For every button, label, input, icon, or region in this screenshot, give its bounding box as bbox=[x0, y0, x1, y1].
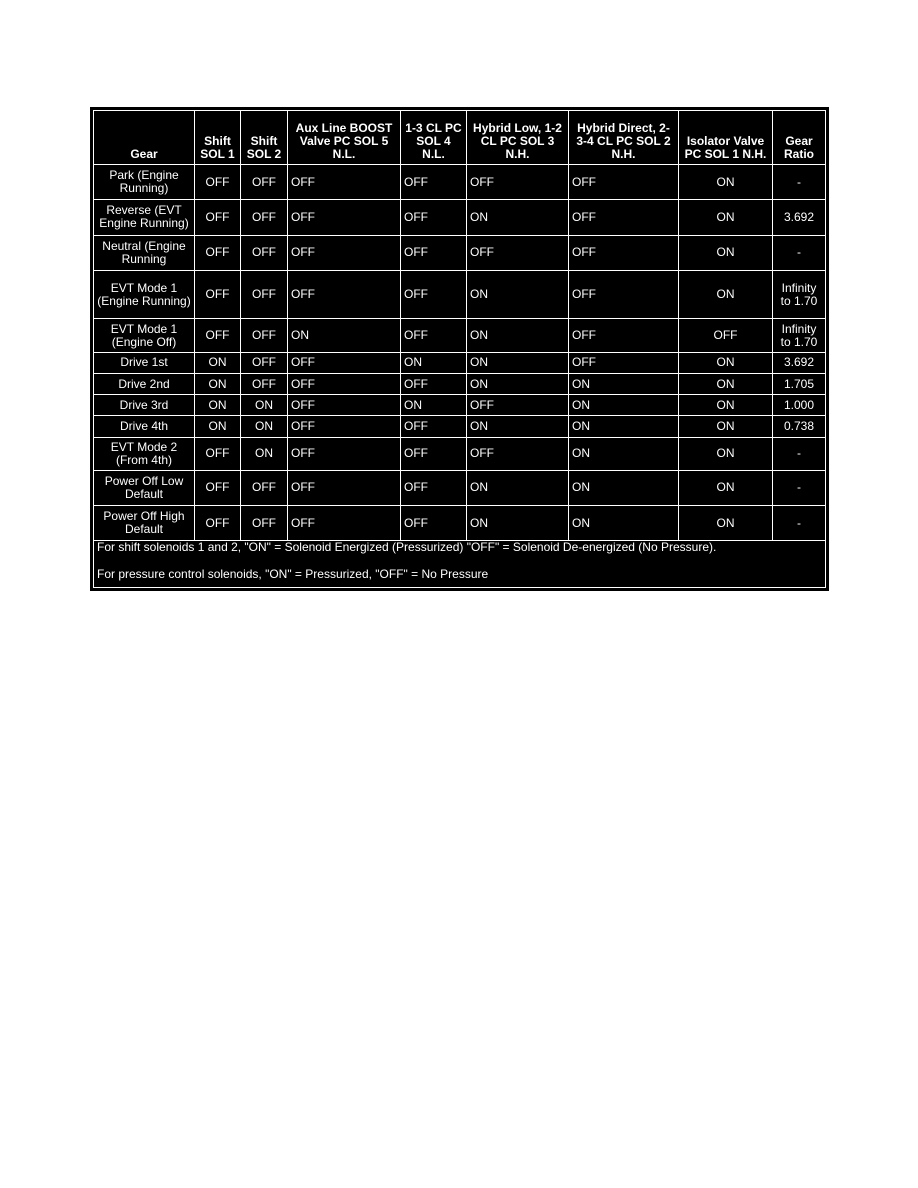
hybrid-direct-cell: ON bbox=[569, 437, 679, 470]
aux-line-cell: OFF bbox=[288, 352, 401, 373]
isolator-cell: ON bbox=[679, 270, 773, 318]
gear-cell: Drive 3rd bbox=[94, 395, 195, 416]
table-row bbox=[94, 235, 826, 270]
hybrid-low-cell: ON bbox=[467, 319, 569, 352]
isolator-cell: ON bbox=[679, 352, 773, 373]
hybrid-direct-cell: OFF bbox=[569, 200, 679, 235]
isolator-cell: ON bbox=[679, 506, 773, 541]
shift-sol-1-cell: OFF bbox=[195, 470, 241, 505]
hybrid-direct-cell: OFF bbox=[569, 319, 679, 352]
shift-sol-1-cell: ON bbox=[195, 352, 241, 373]
hybrid-low-cell: OFF bbox=[467, 437, 569, 470]
aux-line-cell: OFF bbox=[288, 200, 401, 235]
shift-sol-1-cell: OFF bbox=[195, 319, 241, 352]
gear-cell: Power Off Low Default bbox=[94, 470, 195, 505]
table-row bbox=[94, 352, 826, 373]
hybrid-direct-cell: OFF bbox=[569, 270, 679, 318]
gear-cell: Drive 2nd bbox=[94, 373, 195, 394]
gear-cell: Park (Engine Running) bbox=[94, 165, 195, 200]
table-row bbox=[94, 270, 826, 318]
isolator-cell: ON bbox=[679, 200, 773, 235]
ratio-cell: - bbox=[773, 470, 826, 505]
cl-13-cell: OFF bbox=[401, 200, 467, 235]
cl-13-cell: OFF bbox=[401, 373, 467, 394]
cl-13-cell: OFF bbox=[401, 270, 467, 318]
table-row bbox=[94, 319, 826, 352]
shift-sol-2-cell: OFF bbox=[241, 200, 288, 235]
hybrid-direct-cell: OFF bbox=[569, 165, 679, 200]
isolator-cell: OFF bbox=[679, 319, 773, 352]
aux-line-cell: OFF bbox=[288, 470, 401, 505]
ratio-cell: Infinity to 1.70 bbox=[773, 319, 826, 352]
header-gear: Gear bbox=[94, 111, 195, 165]
isolator-cell: ON bbox=[679, 470, 773, 505]
cl-13-cell: ON bbox=[401, 352, 467, 373]
ratio-cell: - bbox=[773, 506, 826, 541]
header-shift-sol-1: Shift SOL 1 bbox=[195, 111, 241, 165]
cl-13-cell: OFF bbox=[401, 165, 467, 200]
shift-sol-1-cell: ON bbox=[195, 416, 241, 437]
isolator-cell: ON bbox=[679, 235, 773, 270]
ratio-cell: Infinity to 1.70 bbox=[773, 270, 826, 318]
shift-sol-2-cell: OFF bbox=[241, 235, 288, 270]
hybrid-low-cell: ON bbox=[467, 416, 569, 437]
table-row bbox=[94, 416, 826, 437]
header-isolator-valve: Isolator Valve PC SOL 1 N.H. bbox=[679, 111, 773, 165]
shift-sol-1-cell: OFF bbox=[195, 165, 241, 200]
hybrid-low-cell: ON bbox=[467, 270, 569, 318]
solenoid-state-table bbox=[93, 110, 826, 588]
ratio-cell: - bbox=[773, 235, 826, 270]
ratio-cell: - bbox=[773, 437, 826, 470]
ratio-cell: 1.705 bbox=[773, 373, 826, 394]
ratio-cell: 0.738 bbox=[773, 416, 826, 437]
shift-sol-2-cell: ON bbox=[241, 416, 288, 437]
cl-13-cell: ON bbox=[401, 395, 467, 416]
table-row bbox=[94, 506, 826, 541]
table-row bbox=[94, 395, 826, 416]
shift-sol-2-cell: OFF bbox=[241, 470, 288, 505]
aux-line-cell: OFF bbox=[288, 165, 401, 200]
shift-sol-2-cell: OFF bbox=[241, 270, 288, 318]
ratio-cell: 1.000 bbox=[773, 395, 826, 416]
hybrid-low-cell: ON bbox=[467, 470, 569, 505]
hybrid-low-cell: ON bbox=[467, 506, 569, 541]
hybrid-low-cell: OFF bbox=[467, 235, 569, 270]
isolator-cell: ON bbox=[679, 373, 773, 394]
aux-line-cell: OFF bbox=[288, 235, 401, 270]
gear-cell: Reverse (EVT Engine Running) bbox=[94, 200, 195, 235]
cl-13-cell: OFF bbox=[401, 437, 467, 470]
ratio-cell: 3.692 bbox=[773, 200, 826, 235]
table-row bbox=[94, 470, 826, 505]
hybrid-low-cell: ON bbox=[467, 352, 569, 373]
table-row bbox=[94, 200, 826, 235]
gear-cell: Neutral (Engine Running bbox=[94, 235, 195, 270]
gear-cell: Drive 1st bbox=[94, 352, 195, 373]
aux-line-cell: OFF bbox=[288, 373, 401, 394]
aux-line-cell: OFF bbox=[288, 506, 401, 541]
hybrid-low-cell: ON bbox=[467, 200, 569, 235]
cl-13-cell: OFF bbox=[401, 416, 467, 437]
hybrid-direct-cell: ON bbox=[569, 395, 679, 416]
shift-sol-1-cell: OFF bbox=[195, 235, 241, 270]
hybrid-low-cell: OFF bbox=[467, 165, 569, 200]
hybrid-direct-cell: ON bbox=[569, 416, 679, 437]
gear-cell: EVT Mode 1 (Engine Running) bbox=[94, 270, 195, 318]
gear-cell: Drive 4th bbox=[94, 416, 195, 437]
hybrid-direct-cell: ON bbox=[569, 470, 679, 505]
hybrid-direct-cell: ON bbox=[569, 373, 679, 394]
hybrid-low-cell: ON bbox=[467, 373, 569, 394]
shift-sol-2-cell: OFF bbox=[241, 506, 288, 541]
shift-sol-1-cell: OFF bbox=[195, 270, 241, 318]
hybrid-direct-cell: ON bbox=[569, 506, 679, 541]
aux-line-cell: OFF bbox=[288, 437, 401, 470]
header-row bbox=[94, 111, 826, 165]
header-shift-sol-2: Shift SOL 2 bbox=[241, 111, 288, 165]
note-shift-solenoids: For shift solenoids 1 and 2, "ON" = Solenoid Energized (Pressurized) "OFF" = Solenoid De-energized (No Pressure). bbox=[97, 540, 717, 555]
note-spacer bbox=[97, 554, 822, 568]
cl-13-cell: OFF bbox=[401, 470, 467, 505]
shift-sol-1-cell: ON bbox=[195, 395, 241, 416]
notes-cell bbox=[94, 541, 826, 588]
cl-13-cell: OFF bbox=[401, 319, 467, 352]
shift-sol-1-cell: OFF bbox=[195, 437, 241, 470]
isolator-cell: ON bbox=[679, 416, 773, 437]
table-row bbox=[94, 437, 826, 470]
shift-sol-1-cell: ON bbox=[195, 373, 241, 394]
aux-line-cell: ON bbox=[288, 319, 401, 352]
header-1-3-cl-pc: 1-3 CL PC SOL 4 N.L. bbox=[401, 111, 467, 165]
shift-sol-1-cell: OFF bbox=[195, 506, 241, 541]
gear-cell: EVT Mode 2 (From 4th) bbox=[94, 437, 195, 470]
aux-line-cell: OFF bbox=[288, 416, 401, 437]
isolator-cell: ON bbox=[679, 437, 773, 470]
ratio-cell: - bbox=[773, 165, 826, 200]
hybrid-low-cell: OFF bbox=[467, 395, 569, 416]
table-row bbox=[94, 165, 826, 200]
gear-cell: EVT Mode 1 (Engine Off) bbox=[94, 319, 195, 352]
cl-13-cell: OFF bbox=[401, 235, 467, 270]
header-aux-line-boost: Aux Line BOOST Valve PC SOL 5 N.L. bbox=[288, 111, 401, 165]
shift-sol-1-cell: OFF bbox=[195, 200, 241, 235]
header-hybrid-direct: Hybrid Direct, 2-3-4 CL PC SOL 2 N.H. bbox=[569, 111, 679, 165]
shift-sol-2-cell: OFF bbox=[241, 352, 288, 373]
shift-sol-2-cell: ON bbox=[241, 437, 288, 470]
hybrid-direct-cell: OFF bbox=[569, 235, 679, 270]
table-row bbox=[94, 373, 826, 394]
header-hybrid-low: Hybrid Low, 1-2 CL PC SOL 3 N.H. bbox=[467, 111, 569, 165]
hybrid-direct-cell: OFF bbox=[569, 352, 679, 373]
note-pressure-control-solenoids: For pressure control solenoids, "ON" = Pressurized, "OFF" = No Pressure bbox=[97, 567, 489, 582]
notes-row bbox=[94, 541, 826, 588]
isolator-cell: ON bbox=[679, 165, 773, 200]
shift-sol-2-cell: OFF bbox=[241, 165, 288, 200]
aux-line-cell: OFF bbox=[288, 395, 401, 416]
shift-sol-2-cell: ON bbox=[241, 395, 288, 416]
isolator-cell: ON bbox=[679, 395, 773, 416]
aux-line-cell: OFF bbox=[288, 270, 401, 318]
shift-sol-2-cell: OFF bbox=[241, 319, 288, 352]
cl-13-cell: OFF bbox=[401, 506, 467, 541]
gear-cell: Power Off High Default bbox=[94, 506, 195, 541]
ratio-cell: 3.692 bbox=[773, 352, 826, 373]
header-gear-ratio: Gear Ratio bbox=[773, 111, 826, 165]
shift-sol-2-cell: OFF bbox=[241, 373, 288, 394]
solenoid-table-frame bbox=[90, 107, 829, 591]
